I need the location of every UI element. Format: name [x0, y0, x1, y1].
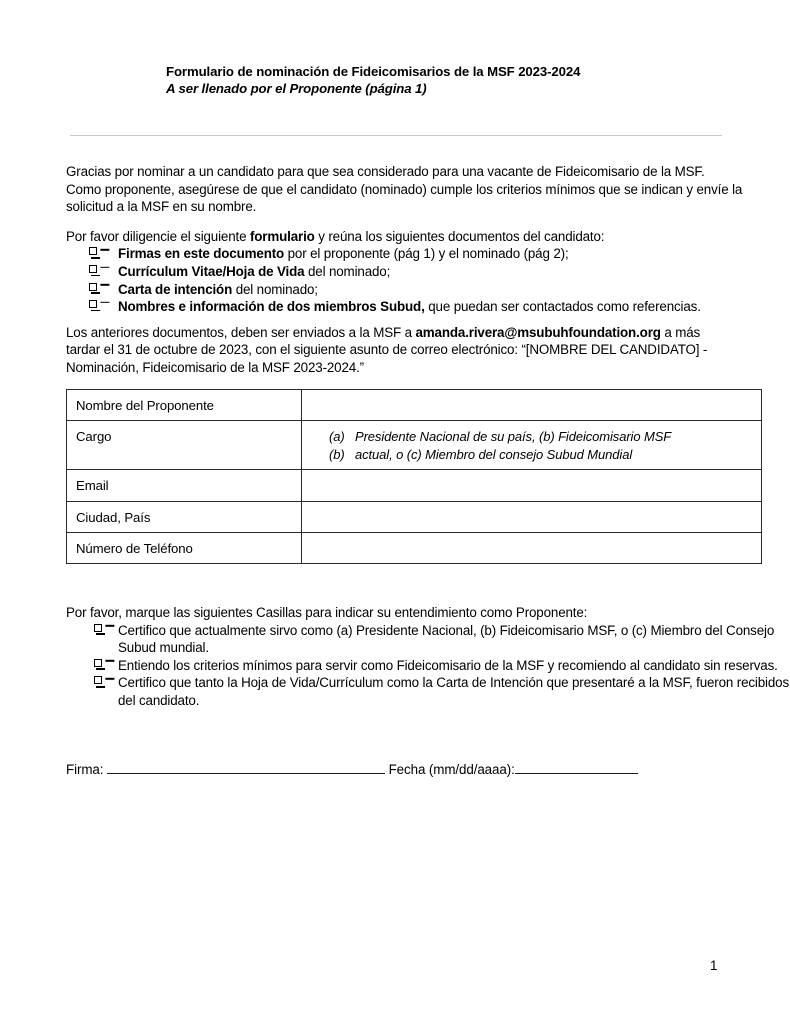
list-item[interactable]: [66, 298, 790, 316]
submission-line-1-after: a más: [660, 324, 701, 340]
telefono-field[interactable]: [302, 533, 762, 564]
list-item[interactable]: [66, 622, 790, 657]
body-content: [66, 163, 790, 377]
intro-line-3: solicitud a la MSF en su nombre.: [66, 199, 257, 215]
documents-lead-after: y reúna los siguientes documentos del candidato:: [314, 228, 605, 244]
nombre-proponente-field[interactable]: [302, 390, 762, 421]
checkbox-icon[interactable]: [89, 247, 100, 258]
list-item[interactable]: [66, 281, 790, 299]
header-divider: [70, 135, 722, 136]
page-title: Formulario de nominación de Fideicomisarios de la MSF 2023-2024: [166, 64, 581, 79]
attestation-line-2: candidato sin reservas.: [643, 657, 778, 673]
list-item-bold: Nombres e información de dos miembros Subud,: [118, 299, 425, 315]
list-item[interactable]: [66, 245, 790, 263]
table-row: [67, 533, 762, 564]
checkbox-icon[interactable]: [89, 300, 100, 311]
checkbox-icon[interactable]: [94, 676, 105, 687]
documents-lead-before: Por favor diligencie el siguiente: [66, 228, 250, 244]
required-documents-list: [66, 245, 790, 315]
list-item-rest: del nominado;: [304, 263, 391, 279]
attestations-list: [66, 622, 790, 710]
submission-line-2: tardar el 31 de octubre de 2023, con el siguiente asunto de correo electrónico: “[NOMBRE DEL CANDIDATO] -: [66, 342, 708, 358]
table-row: [67, 501, 762, 532]
table-row: [67, 421, 762, 470]
cargo-hint-line-1: [329, 428, 752, 445]
table-cell-label: Nombre del Proponente: [67, 390, 302, 421]
list-item[interactable]: [66, 263, 790, 281]
list-item-bold: Carta de intención: [118, 281, 233, 297]
list-item[interactable]: [66, 657, 790, 675]
date-label: Fecha (mm/dd/aaaa):: [388, 762, 515, 777]
cargo-hint-marker-a: (a): [329, 429, 345, 445]
date-input-line[interactable]: [515, 773, 638, 774]
cargo-hint-marker-b: (b): [329, 446, 345, 462]
attestation-line-2: fueron recibidos del candidato.: [118, 675, 790, 708]
submission-email: amanda.rivera@msubuhfoundation.org: [415, 324, 661, 340]
submission-line-1-before: Los anteriores documentos, deben ser enviados a la MSF a: [66, 324, 416, 340]
list-item-continuation: contactados como referencias.: [522, 299, 701, 315]
list-item-rest: del nominado;: [232, 281, 318, 297]
list-item[interactable]: [66, 674, 790, 709]
list-item-rest: que puedan ser: [424, 299, 520, 315]
attestations-lead: Por favor, marque las siguientes Casillas para indicar su entendimiento como Proponente:: [66, 605, 588, 620]
cargo-field[interactable]: [302, 421, 762, 470]
submission-line-3: Nominación, Fideicomisario de la MSF 2023-2024.”: [66, 359, 364, 375]
ciudad-pais-field[interactable]: [302, 501, 762, 532]
proponent-form-table: [66, 389, 762, 564]
attestation-line-1: Certifico que tanto la Hoja de Vida/Currículum como la Carta de Intención que presentaré a la MSF,: [118, 675, 693, 691]
checkbox-icon[interactable]: [89, 283, 100, 294]
cargo-hint-text-b: actual, o (c) Miembro del consejo Subud Mundial: [355, 446, 633, 462]
table-row: [67, 470, 762, 501]
page-number: 1: [710, 958, 718, 973]
attestation-line-2: Miembro del Consejo Subud mundial.: [118, 622, 775, 656]
intro-line-2: Como proponente, asegúrese de que el candidato (nominado) cumple los criterios mínimos que se indican y envíe la: [66, 181, 743, 197]
signature-label: Firma:: [66, 762, 104, 777]
list-item-bold: Currículum Vitae/Hoja de Vida: [118, 263, 305, 279]
table-row: [67, 390, 762, 421]
cargo-hint-line-2: [329, 446, 752, 463]
documents-lead: [66, 228, 790, 246]
checkbox-icon[interactable]: [89, 265, 100, 276]
checkbox-icon[interactable]: [94, 659, 105, 670]
cargo-hint: [311, 428, 752, 463]
table-cell-label: Ciudad, País: [67, 501, 302, 532]
attestation-line-1: Certifico que actualmente sirvo como (a) Presidente Nacional, (b) Fideicomisario MSF, o (c): [118, 622, 647, 638]
signature-input-line[interactable]: [107, 773, 385, 774]
documents-lead-bold: formulario: [249, 228, 315, 244]
page-subtitle: A ser llenado por el Proponente (página 1): [166, 81, 427, 96]
document-header: [166, 63, 726, 97]
submission-line-1: [66, 324, 790, 342]
table-cell-label: Email: [67, 470, 302, 501]
email-field[interactable]: [302, 470, 762, 501]
checkbox-icon[interactable]: [94, 624, 105, 635]
list-item-rest: por el proponente (pág 1) y el nominado (pág 2);: [284, 246, 569, 262]
list-item-bold: Firmas en este documento: [118, 246, 285, 262]
attestation-line-1: Entiendo los criterios mínimos para servir como Fideicomisario de la MSF y recomiendo al: [118, 657, 640, 673]
signature-row: [66, 761, 638, 779]
attestations-section: [66, 604, 790, 710]
cargo-hint-text-a: Presidente Nacional de su país, (b) Fideicomisario MSF: [355, 429, 672, 445]
table-cell-label: Número de Teléfono: [67, 533, 302, 564]
intro-line-1: Gracias por nominar a un candidato para que sea considerado para una vacante de Fideicomisario de la MSF.: [66, 164, 705, 179]
table-cell-label: Cargo: [67, 421, 302, 470]
